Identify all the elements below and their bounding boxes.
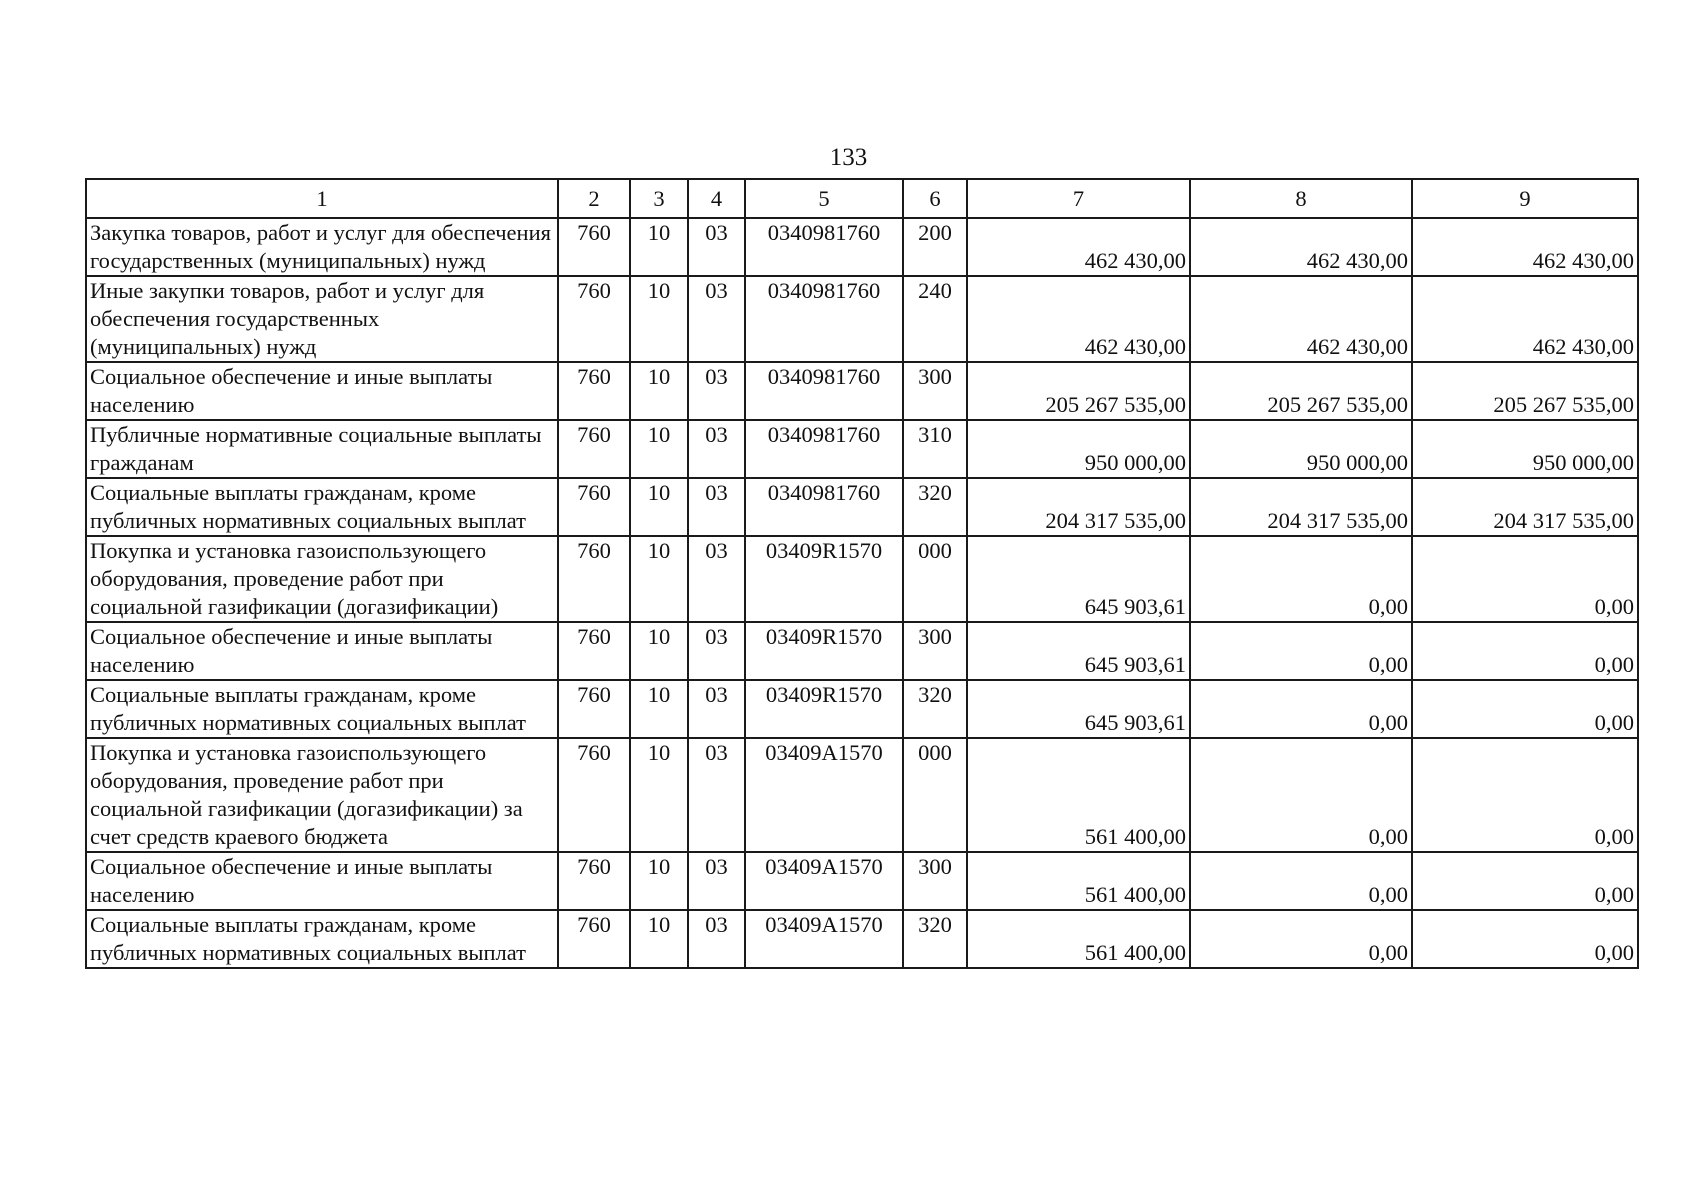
header-row bbox=[86, 179, 1638, 218]
cell-col6: 240 bbox=[903, 276, 967, 362]
cell-col9: 0,00 bbox=[1412, 536, 1638, 622]
row-name: Социальные выплаты гражданам, кроме публичных нормативных социальных выплат bbox=[86, 680, 558, 738]
table-row bbox=[86, 680, 1638, 738]
column-header-1: 1 bbox=[86, 179, 558, 218]
cell-col9: 462 430,00 bbox=[1412, 276, 1638, 362]
row-name: Социальные выплаты гражданам, кроме публичных нормативных социальных выплат bbox=[86, 478, 558, 536]
table-row bbox=[86, 622, 1638, 680]
cell-col5: 03409A1570 bbox=[745, 852, 903, 910]
cell-col4: 03 bbox=[688, 622, 745, 680]
column-header-7: 7 bbox=[967, 179, 1190, 218]
table-row bbox=[86, 478, 1638, 536]
cell-col8: 0,00 bbox=[1190, 536, 1412, 622]
cell-col7: 205 267 535,00 bbox=[967, 362, 1190, 420]
cell-col4: 03 bbox=[688, 362, 745, 420]
cell-col5: 0340981760 bbox=[745, 276, 903, 362]
row-name: Покупка и установка газоиспользующего оборудования, проведение работ при социальной газификации (догазификации) bbox=[86, 536, 558, 622]
row-name: Социальное обеспечение и иные выплаты населению bbox=[86, 852, 558, 910]
cell-col6: 000 bbox=[903, 536, 967, 622]
cell-col8: 0,00 bbox=[1190, 622, 1412, 680]
table-row bbox=[86, 218, 1638, 276]
cell-col9: 0,00 bbox=[1412, 622, 1638, 680]
cell-col3: 10 bbox=[630, 622, 688, 680]
cell-col9: 205 267 535,00 bbox=[1412, 362, 1638, 420]
cell-col4: 03 bbox=[688, 910, 745, 968]
cell-col5: 03409R1570 bbox=[745, 680, 903, 738]
cell-col2: 760 bbox=[558, 910, 630, 968]
cell-col8: 0,00 bbox=[1190, 738, 1412, 852]
cell-col3: 10 bbox=[630, 420, 688, 478]
column-header-8: 8 bbox=[1190, 179, 1412, 218]
cell-col7: 462 430,00 bbox=[967, 218, 1190, 276]
table-row bbox=[86, 276, 1638, 362]
cell-col8: 950 000,00 bbox=[1190, 420, 1412, 478]
column-header-5: 5 bbox=[745, 179, 903, 218]
cell-col8: 0,00 bbox=[1190, 910, 1412, 968]
cell-col8: 205 267 535,00 bbox=[1190, 362, 1412, 420]
table-row bbox=[86, 362, 1638, 420]
cell-col2: 760 bbox=[558, 680, 630, 738]
cell-col6: 320 bbox=[903, 680, 967, 738]
cell-col9: 0,00 bbox=[1412, 852, 1638, 910]
cell-col3: 10 bbox=[630, 738, 688, 852]
cell-col3: 10 bbox=[630, 478, 688, 536]
cell-col7: 462 430,00 bbox=[967, 276, 1190, 362]
cell-col6: 300 bbox=[903, 852, 967, 910]
cell-col6: 000 bbox=[903, 738, 967, 852]
table-row bbox=[86, 738, 1638, 852]
cell-col7: 561 400,00 bbox=[967, 910, 1190, 968]
cell-col9: 0,00 bbox=[1412, 680, 1638, 738]
cell-col5: 0340981760 bbox=[745, 420, 903, 478]
cell-col5: 03409R1570 bbox=[745, 622, 903, 680]
cell-col6: 200 bbox=[903, 218, 967, 276]
cell-col4: 03 bbox=[688, 852, 745, 910]
cell-col7: 204 317 535,00 bbox=[967, 478, 1190, 536]
cell-col2: 760 bbox=[558, 478, 630, 536]
cell-col6: 320 bbox=[903, 478, 967, 536]
cell-col7: 561 400,00 bbox=[967, 852, 1190, 910]
cell-col7: 561 400,00 bbox=[967, 738, 1190, 852]
cell-col7: 645 903,61 bbox=[967, 622, 1190, 680]
cell-col5: 0340981760 bbox=[745, 218, 903, 276]
table-row bbox=[86, 910, 1638, 968]
cell-col3: 10 bbox=[630, 362, 688, 420]
cell-col2: 760 bbox=[558, 362, 630, 420]
row-name: Закупка товаров, работ и услуг для обеспечения государственных (муниципальных) нужд bbox=[86, 218, 558, 276]
cell-col4: 03 bbox=[688, 218, 745, 276]
cell-col2: 760 bbox=[558, 622, 630, 680]
cell-col6: 300 bbox=[903, 622, 967, 680]
row-name: Иные закупки товаров, работ и услуг для обеспечения государственных (муниципальных) нужд bbox=[86, 276, 558, 362]
table-row bbox=[86, 852, 1638, 910]
row-name: Социальные выплаты гражданам, кроме публичных нормативных социальных выплат bbox=[86, 910, 558, 968]
cell-col8: 0,00 bbox=[1190, 852, 1412, 910]
cell-col4: 03 bbox=[688, 420, 745, 478]
cell-col3: 10 bbox=[630, 276, 688, 362]
cell-col6: 320 bbox=[903, 910, 967, 968]
cell-col8: 204 317 535,00 bbox=[1190, 478, 1412, 536]
row-name: Социальное обеспечение и иные выплаты населению bbox=[86, 362, 558, 420]
row-name: Социальное обеспечение и иные выплаты населению bbox=[86, 622, 558, 680]
cell-col5: 0340981760 bbox=[745, 478, 903, 536]
cell-col4: 03 bbox=[688, 478, 745, 536]
row-name: Публичные нормативные социальные выплаты гражданам bbox=[86, 420, 558, 478]
column-header-2: 2 bbox=[558, 179, 630, 218]
cell-col3: 10 bbox=[630, 218, 688, 276]
cell-col2: 760 bbox=[558, 852, 630, 910]
column-header-9: 9 bbox=[1412, 179, 1638, 218]
row-name: Покупка и установка газоиспользующего оборудования, проведение работ при социальной газификации (догазификации) за счет средств краевого бюджета bbox=[86, 738, 558, 852]
cell-col8: 462 430,00 bbox=[1190, 218, 1412, 276]
cell-col4: 03 bbox=[688, 738, 745, 852]
cell-col4: 03 bbox=[688, 536, 745, 622]
cell-col6: 310 bbox=[903, 420, 967, 478]
cell-col2: 760 bbox=[558, 738, 630, 852]
cell-col7: 645 903,61 bbox=[967, 536, 1190, 622]
cell-col3: 10 bbox=[630, 910, 688, 968]
cell-col3: 10 bbox=[630, 536, 688, 622]
column-header-3: 3 bbox=[630, 179, 688, 218]
cell-col3: 10 bbox=[630, 680, 688, 738]
cell-col9: 204 317 535,00 bbox=[1412, 478, 1638, 536]
cell-col4: 03 bbox=[688, 680, 745, 738]
cell-col9: 0,00 bbox=[1412, 738, 1638, 852]
cell-col2: 760 bbox=[558, 218, 630, 276]
cell-col2: 760 bbox=[558, 420, 630, 478]
table-row bbox=[86, 420, 1638, 478]
table-row bbox=[86, 536, 1638, 622]
cell-col5: 03409R1570 bbox=[745, 536, 903, 622]
cell-col5: 0340981760 bbox=[745, 362, 903, 420]
cell-col9: 462 430,00 bbox=[1412, 218, 1638, 276]
cell-col4: 03 bbox=[688, 276, 745, 362]
cell-col5: 03409A1570 bbox=[745, 910, 903, 968]
cell-col8: 462 430,00 bbox=[1190, 276, 1412, 362]
budget-table bbox=[85, 178, 1639, 969]
column-header-6: 6 bbox=[903, 179, 967, 218]
cell-col5: 03409A1570 bbox=[745, 738, 903, 852]
page-number: 133 bbox=[829, 144, 868, 171]
cell-col6: 300 bbox=[903, 362, 967, 420]
cell-col7: 645 903,61 bbox=[967, 680, 1190, 738]
cell-col9: 950 000,00 bbox=[1412, 420, 1638, 478]
column-header-4: 4 bbox=[688, 179, 745, 218]
cell-col9: 0,00 bbox=[1412, 910, 1638, 968]
cell-col3: 10 bbox=[630, 852, 688, 910]
cell-col2: 760 bbox=[558, 536, 630, 622]
cell-col2: 760 bbox=[558, 276, 630, 362]
cell-col7: 950 000,00 bbox=[967, 420, 1190, 478]
cell-col8: 0,00 bbox=[1190, 680, 1412, 738]
